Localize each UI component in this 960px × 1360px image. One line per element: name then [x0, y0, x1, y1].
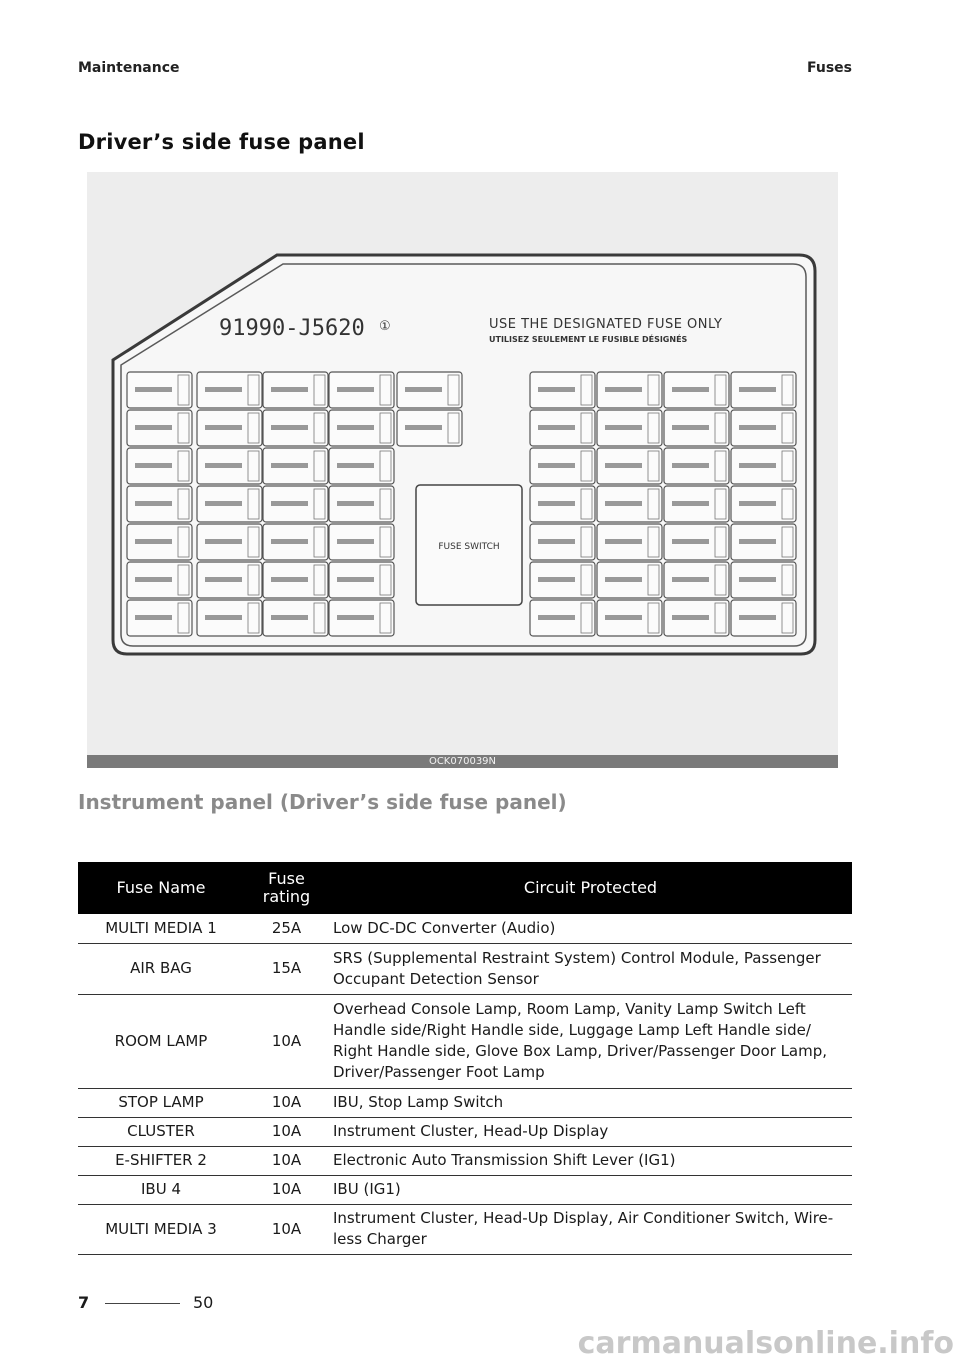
- fuse-label-mark: [337, 539, 374, 544]
- page-number: 50: [193, 1293, 214, 1312]
- fuse-name: STOP LAMP: [78, 1088, 244, 1117]
- circuit-protected: SRS (Supplemental Restraint System) Control Module, Passenger Occupant Detection Sensor: [329, 943, 852, 994]
- part-suffix: ①: [379, 319, 391, 334]
- header-fuse-name: Fuse Name: [78, 862, 244, 914]
- fuse-name: MULTI MEDIA 3: [78, 1204, 244, 1254]
- fuse-label-mark: [205, 501, 242, 506]
- fuse-label-mark: [271, 577, 308, 582]
- fuse-label-mark: [672, 425, 709, 430]
- circuit-protected: Electronic Auto Transmission Shift Lever (IG1): [329, 1146, 852, 1175]
- table-row: [78, 914, 852, 943]
- part-number: 91990-J5620: [219, 316, 365, 341]
- fuse-label-mark: [205, 539, 242, 544]
- table-row: [78, 1146, 852, 1175]
- fuse-label-mark: [739, 539, 776, 544]
- header-circuit-protected: Circuit Protected: [329, 862, 852, 914]
- fuse-label-mark: [739, 501, 776, 506]
- fuse-label-mark: [135, 463, 172, 468]
- circuit-protected: IBU (IG1): [329, 1175, 852, 1204]
- fuse-label-mark: [271, 463, 308, 468]
- fuse-label-mark: [605, 501, 642, 506]
- fuse-label-mark: [605, 615, 642, 620]
- fuse-name: AIR BAG: [78, 943, 244, 994]
- fuse-label-mark: [739, 387, 776, 392]
- table-row: [78, 1117, 852, 1146]
- header-section: Maintenance: [78, 60, 180, 76]
- circuit-protected: Overhead Console Lamp, Room Lamp, Vanity Lamp Switch Left Handle side/Right Handle side, Luggage Lamp Left Handle side/ Right Handle side, Glove Box Lamp, Driver/Passenger Door Lamp, Driver/Passenger Foot Lamp: [329, 994, 852, 1088]
- fuse-rating: 10A: [244, 1204, 329, 1254]
- fuse-name: IBU 4: [78, 1175, 244, 1204]
- fuse-panel-diagram: [87, 172, 838, 768]
- fuse-label-mark: [405, 425, 442, 430]
- fuse-label-mark: [538, 463, 575, 468]
- fuse-label-mark: [405, 387, 442, 392]
- table-header-row: [78, 862, 852, 914]
- table-row: [78, 1175, 852, 1204]
- fuse-table: [78, 862, 852, 1255]
- fuse-label-mark: [271, 615, 308, 620]
- circuit-protected: IBU, Stop Lamp Switch: [329, 1088, 852, 1117]
- fuse-label-mark: [605, 463, 642, 468]
- fuse-label-mark: [135, 615, 172, 620]
- fuse-panel-figure: [87, 172, 838, 768]
- fuse-switch-label: FUSE SWITCH: [438, 542, 500, 552]
- circuit-protected: Instrument Cluster, Head-Up Display, Air Conditioner Switch, Wire- less Charger: [329, 1204, 852, 1254]
- fuse-label-mark: [271, 387, 308, 392]
- fuse-label-mark: [538, 577, 575, 582]
- fuse-rating: 10A: [244, 1146, 329, 1175]
- table-row: [78, 943, 852, 994]
- fuse-label-mark: [672, 387, 709, 392]
- fuse-label-mark: [135, 539, 172, 544]
- circuit-protected: Low DC-DC Converter (Audio): [329, 914, 852, 943]
- fuse-label-mark: [672, 577, 709, 582]
- fuse-label-mark: [205, 387, 242, 392]
- figure-caption: OCK070039N: [87, 755, 838, 768]
- fuse-label-mark: [205, 615, 242, 620]
- fuse-label-mark: [271, 539, 308, 544]
- fuse-label-mark: [739, 463, 776, 468]
- fuse-label-mark: [205, 577, 242, 582]
- fuse-rating: 25A: [244, 914, 329, 943]
- fuse-label-mark: [739, 577, 776, 582]
- watermark: carmanualsonline.info: [577, 1326, 954, 1360]
- fuse-label-mark: [135, 425, 172, 430]
- fuse-label-mark: [538, 501, 575, 506]
- fuse-label-mark: [135, 501, 172, 506]
- fuse-label-mark: [337, 501, 374, 506]
- fuse-label-mark: [538, 615, 575, 620]
- fuse-rating: 10A: [244, 994, 329, 1088]
- fuse-label-mark: [739, 425, 776, 430]
- fuse-label-mark: [205, 463, 242, 468]
- notice-english: USE THE DESIGNATED FUSE ONLY: [489, 317, 723, 332]
- fuse-label-mark: [605, 539, 642, 544]
- fuse-label-mark: [135, 387, 172, 392]
- fuse-label-mark: [337, 425, 374, 430]
- fuse-label-mark: [135, 577, 172, 582]
- fuse-name: E-SHIFTER 2: [78, 1146, 244, 1175]
- circuit-protected: Instrument Cluster, Head-Up Display: [329, 1117, 852, 1146]
- fuse-label-mark: [538, 425, 575, 430]
- fuse-label-mark: [672, 463, 709, 468]
- chapter-number: 7: [78, 1293, 90, 1312]
- table-row: [78, 1088, 852, 1117]
- fuse-label-mark: [605, 425, 642, 430]
- fuse-label-mark: [271, 501, 308, 506]
- fuse-label-mark: [337, 387, 374, 392]
- section-title: Driver’s side fuse panel: [78, 130, 365, 154]
- fuse-label-mark: [605, 387, 642, 392]
- fuse-label-mark: [205, 425, 242, 430]
- fuse-name: MULTI MEDIA 1: [78, 914, 244, 943]
- fuse-label-mark: [337, 577, 374, 582]
- header-topic: Fuses: [807, 60, 852, 76]
- fuse-label-mark: [271, 425, 308, 430]
- fuse-label-mark: [337, 615, 374, 620]
- fuse-rating: 10A: [244, 1088, 329, 1117]
- header-fuse-rating: Fuse rating: [244, 862, 329, 914]
- table-row: [78, 1204, 852, 1254]
- fuse-rating: 10A: [244, 1117, 329, 1146]
- fuse-label-mark: [605, 577, 642, 582]
- subsection-title: Instrument panel (Driver’s side fuse panel): [78, 790, 567, 814]
- fuse-label-mark: [739, 615, 776, 620]
- fuse-label-mark: [672, 615, 709, 620]
- fuse-rating: 10A: [244, 1175, 329, 1204]
- fuse-rating: 15A: [244, 943, 329, 994]
- footer-divider: [105, 1303, 180, 1304]
- fuse-label-mark: [538, 539, 575, 544]
- fuse-name: CLUSTER: [78, 1117, 244, 1146]
- fuse-name: ROOM LAMP: [78, 994, 244, 1088]
- fuse-label-mark: [672, 501, 709, 506]
- fuse-label-mark: [538, 387, 575, 392]
- fuse-label-mark: [672, 539, 709, 544]
- notice-french: UTILISEZ SEULEMENT LE FUSIBLE DÉSIGNÉS: [489, 335, 688, 344]
- table-row: [78, 994, 852, 1088]
- fuse-label-mark: [337, 463, 374, 468]
